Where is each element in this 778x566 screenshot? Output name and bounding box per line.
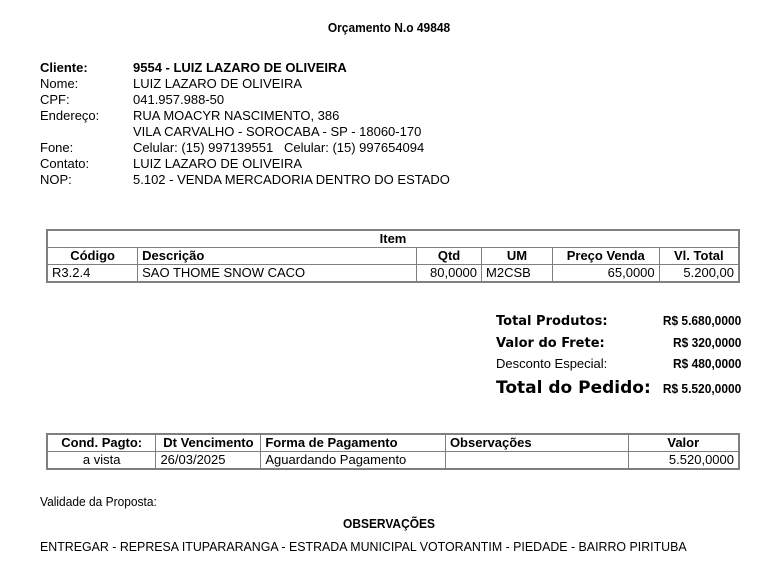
cell-codigo: R3.2.4 [47, 265, 138, 283]
cell-um: M2CSB [482, 265, 553, 283]
col-header-valor: Valor [628, 434, 739, 452]
address-line1: RUA MOACYR NASCIMENTO, 386 [133, 108, 340, 123]
cpf-row [40, 92, 450, 108]
document-title: Orçamento N.o 49848 [327, 20, 451, 35]
cell-vl-total: 5.200,00 [659, 265, 739, 283]
contact-row [40, 156, 450, 172]
cell-valor: 5.520,0000 [628, 452, 739, 470]
name-row [40, 76, 450, 92]
address-row [40, 108, 450, 124]
table-row [47, 452, 739, 470]
frete-label: Valor do Frete: [496, 336, 605, 351]
frete-value: R$ 320,0000 [672, 335, 741, 350]
client-row [40, 60, 450, 76]
items-header-row [47, 248, 739, 265]
cpf-value: 041.957.988-50 [133, 92, 225, 107]
col-header-forma-pagamento: Forma de Pagamento [261, 434, 446, 452]
client-value: 9554 - LUIZ LAZARO DE OLIVEIRA [133, 60, 347, 75]
col-header-qtd: Qtd [417, 248, 482, 265]
items-table [46, 229, 740, 283]
address-row-2 [40, 124, 450, 140]
cpf-label: CPF: [40, 92, 70, 107]
cell-forma-pagamento: Aguardando Pagamento [261, 452, 446, 470]
address-line2: VILA CARVALHO - SOROCABA - SP - 18060-170 [133, 124, 422, 139]
desconto-value: R$ 480,0000 [672, 356, 741, 371]
col-header-vl-total: Vl. Total [659, 248, 739, 265]
nop-row [40, 172, 450, 188]
payment-table [46, 433, 740, 470]
contact-label: Contato: [40, 156, 90, 171]
col-header-preco-venda: Preço Venda [552, 248, 659, 265]
observacoes-text: ENTREGAR - REPRESA ITUPARARANGA - ESTRADA MUNICIPAL VOTORANTIM - PIEDADE - BAIRRO PIRITUBA [40, 539, 687, 554]
nop-value: 5.102 - VENDA MERCADORIA DENTRO DO ESTADO [133, 172, 450, 187]
col-header-codigo: Código [47, 248, 138, 265]
phone-label: Fone: [40, 140, 74, 155]
col-header-dt-vencimento: Dt Vencimento [156, 434, 261, 452]
total-produtos-value: R$ 5.680,0000 [662, 313, 741, 328]
cell-descricao: SAO THOME SNOW CACO [138, 265, 417, 283]
total-pedido-label: Total do Pedido: [496, 378, 651, 398]
cell-preco-venda: 65,0000 [552, 265, 659, 283]
col-header-observacoes: Observações [445, 434, 628, 452]
frete-row [496, 335, 741, 356]
contact-value: LUIZ LAZARO DE OLIVEIRA [133, 156, 303, 171]
phone-row [40, 140, 450, 156]
validade-label: Validade da Proposta: [40, 494, 157, 509]
nop-label: NOP: [40, 172, 72, 187]
total-pedido-row [496, 378, 741, 398]
total-produtos-row [496, 313, 741, 335]
totals-block [496, 313, 741, 398]
desconto-label: Desconto Especial: [496, 356, 608, 371]
client-info [40, 60, 450, 188]
cell-dt-vencimento: 26/03/2025 [156, 452, 261, 470]
name-value: LUIZ LAZARO DE OLIVEIRA [133, 76, 303, 91]
address-label: Endereço: [40, 108, 100, 123]
address-label-blank [40, 124, 133, 140]
cell-qtd: 80,0000 [417, 265, 482, 283]
table-row [47, 265, 739, 283]
col-header-cond-pagto: Cond. Pagto: [47, 434, 156, 452]
observacoes-title: OBSERVAÇÕES [343, 516, 435, 531]
total-pedido-value: R$ 5.520,0000 [662, 381, 741, 396]
items-caption: Item [47, 230, 739, 248]
desconto-row [496, 356, 741, 378]
payment-header-row [47, 434, 739, 452]
name-label: Nome: [40, 76, 79, 91]
client-label: Cliente: [40, 60, 88, 75]
col-header-descricao: Descrição [138, 248, 417, 265]
col-header-um: UM [482, 248, 553, 265]
items-caption-row [47, 230, 739, 248]
phone-value: Celular: (15) 997139551 Celular: (15) 997654094 [133, 140, 425, 155]
total-produtos-label: Total Produtos: [496, 314, 608, 329]
cell-observacoes [445, 452, 628, 470]
cell-cond-pagto: a vista [47, 452, 156, 470]
